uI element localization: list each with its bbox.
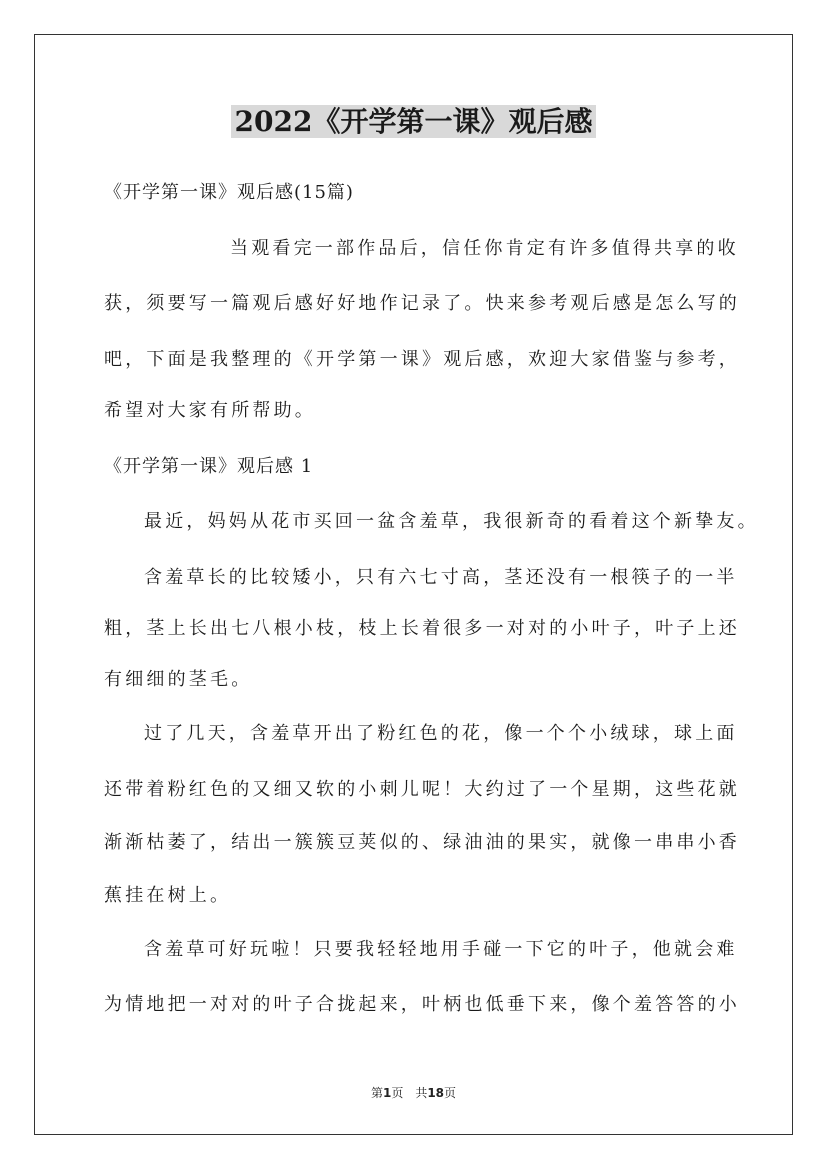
body-line: 最近，妈妈从花市买回一盆含羞草，我很新奇的看着这个新挚友。: [144, 511, 759, 532]
intro-line: 吧，下面是我整理的《开学第一课》观后感，欢迎大家借鉴与参考，: [104, 349, 740, 370]
intro-line: 希望对大家有所帮助。: [104, 400, 316, 421]
body-line: 还带着粉红色的又细又软的小刺儿呢！大约过了一个星期，这些花就: [104, 779, 740, 800]
body-line: 有细细的茎毛。: [104, 669, 253, 690]
body-line: 含羞草可好玩啦！只要我轻轻地用手碰一下它的叶子，他就会难: [144, 939, 738, 960]
footer-page-suffix: 页: [444, 1086, 457, 1100]
body-line: 蕉挂在树上。: [104, 885, 232, 906]
document-title: [0, 96, 827, 148]
intro-line: 获，须要写一篇观后感好好地作记录了。快来参考观后感是怎么写的: [104, 293, 740, 314]
document-title-text: 2022《开学第一课》观后感: [231, 105, 597, 138]
footer-page-mid: 页 共: [391, 1086, 428, 1100]
intro-line: 当观看完一部作品后，信任你肯定有许多值得共享的收: [230, 238, 739, 259]
body-line: 渐渐枯萎了，结出一簇簇豆荚似的、绿油油的果实，就像一串串小香: [104, 832, 740, 853]
body-line: 含羞草长的比较矮小，只有六七寸高，茎还没有一根筷子的一半: [144, 567, 738, 588]
body-line: 粗，茎上长出七八根小枝，枝上长着很多一对对的小叶子，叶子上还: [104, 618, 740, 639]
page-footer: [0, 1084, 827, 1101]
footer-total-pages: 18: [427, 1086, 445, 1100]
body-line: 为情地把一对对的叶子合拢起来，叶柄也低垂下来，像个羞答答的小: [104, 994, 740, 1015]
footer-page-prefix: 第: [370, 1086, 383, 1100]
footer-page-number: 1: [382, 1086, 392, 1100]
section-heading: 《开学第一课》观后感 1: [104, 456, 314, 477]
body-line: 过了几天，含羞草开出了粉红色的花，像一个个小绒球，球上面: [144, 723, 738, 744]
document-subtitle: 《开学第一课》观后感(15篇): [104, 182, 354, 203]
